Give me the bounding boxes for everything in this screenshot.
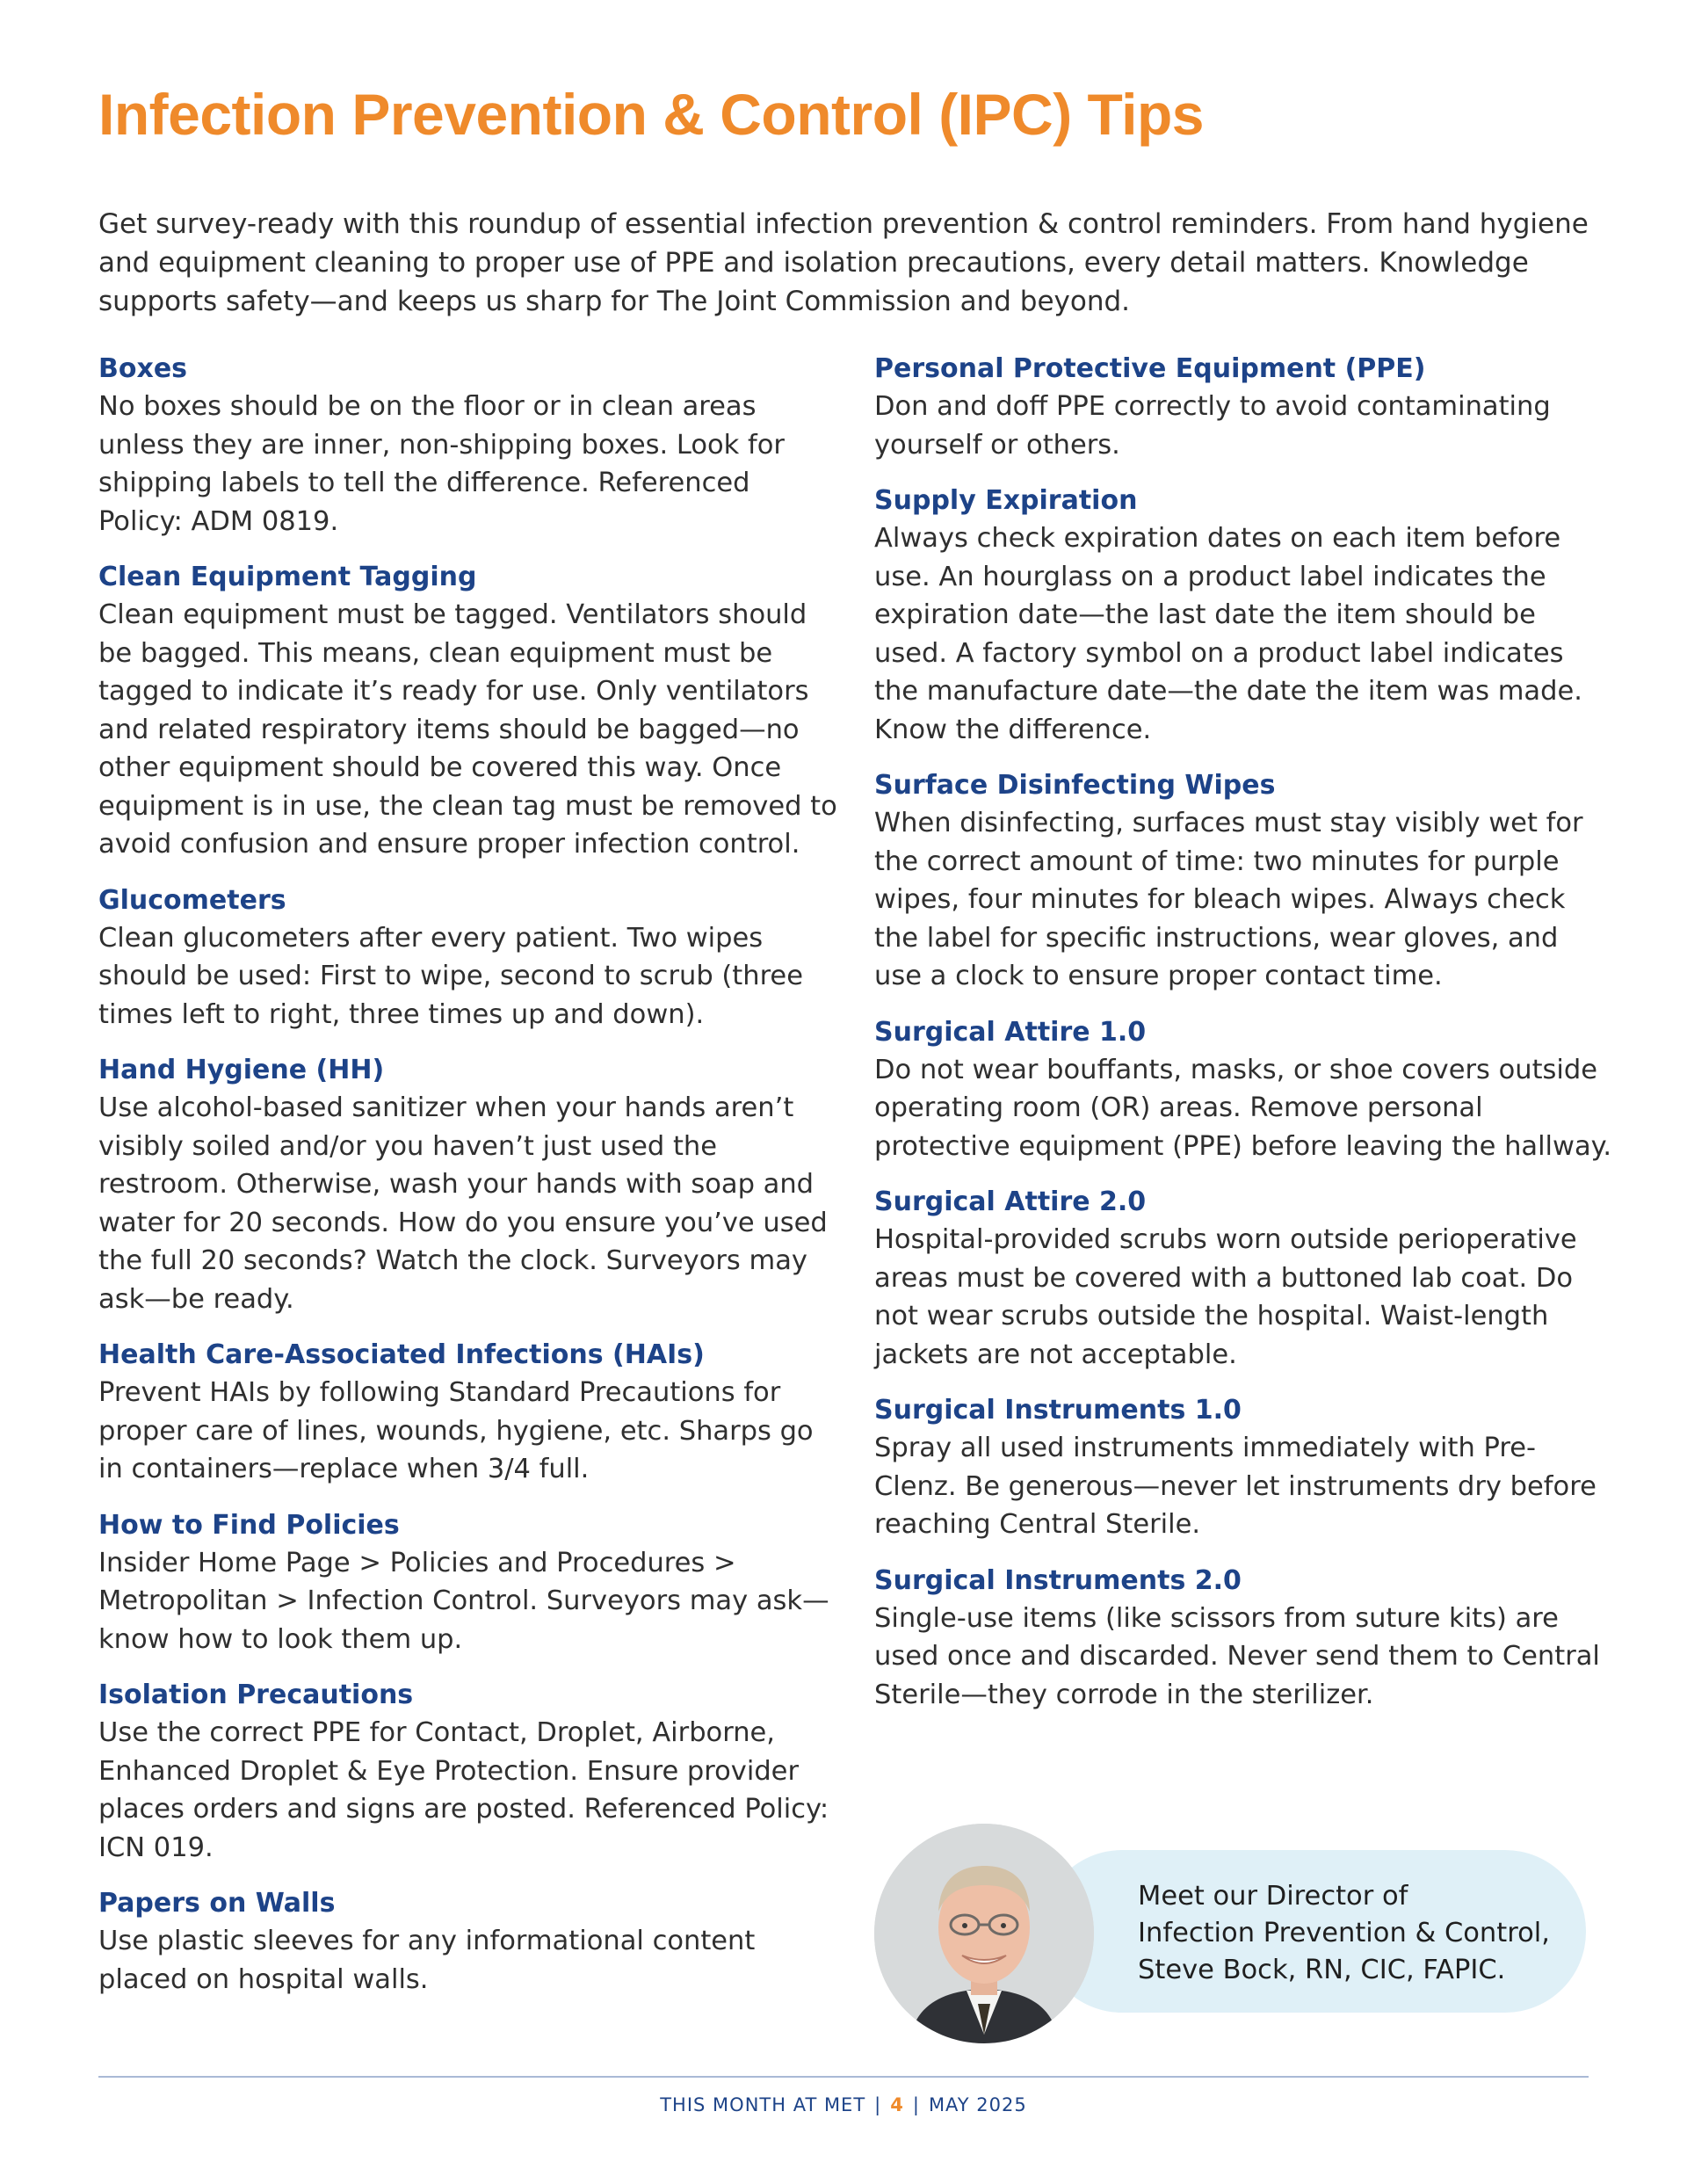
- tip-body: Use plastic sleeves for any informational content placed on hospital walls.: [98, 1926, 756, 1995]
- tip-surgical-instruments-2: [874, 1562, 1612, 1715]
- tip-heading: Surgical Attire 2.0: [874, 1186, 1147, 1217]
- left-column: [98, 350, 841, 2016]
- tip-how-to-find-policies: [98, 1506, 841, 1659]
- tip-body: Do not wear bouffants, masks, or shoe covers outside operating room (OR) areas. Remove personal protective equipment (PPE) before leaving the hallway.: [874, 1054, 1612, 1162]
- tip-heading: How to Find Policies: [98, 1509, 400, 1541]
- page-footer: [0, 2092, 1687, 2118]
- tip-heading: Clean Equipment Tagging: [98, 562, 477, 592]
- footer-date: MAY 2025: [928, 2094, 1027, 2115]
- footer-page-number: 4: [890, 2094, 904, 2115]
- tip-body: No boxes should be on the floor or in clean areas unless they are inner, non-shipping boxes. Look for shipping labels to tell the difference. Referenced Policy: ADM 0819.: [98, 391, 785, 537]
- footer-separator: |: [874, 2094, 882, 2115]
- tip-body: Clean equipment must be tagged. Ventilators should be bagged. This means, clean equipment must be tagged to indicate it’s ready for use. Only ventilators and related respiratory items should be bagged—no other equipment should be covered this way. Once equipment is in use, the clean tag must be removed to avoid confusion and ensure proper infection control.: [98, 599, 837, 860]
- director-intro: [1138, 1878, 1577, 1989]
- tip-body: Spray all used instruments immediately with Pre-Clenz. Be generous—never let instruments dry before reaching Central Sterile.: [874, 1433, 1596, 1540]
- tip-body: Prevent HAIs by following Standard Precautions for proper care of lines, wounds, hygiene, etc. Sharps go in containers—replace when 3/4 full.: [98, 1377, 814, 1484]
- tip-papers-on-walls: [98, 1884, 841, 1999]
- tip-boxes: [98, 350, 841, 541]
- page-title: Infection Prevention & Control (IPC) Tips: [98, 82, 1204, 147]
- tip-glucometers: [98, 882, 841, 1034]
- tip-body: Always check expiration dates on each item before use. An hourglass on a product label indicates the expiration date—the last date the item should be used. A factory symbol on a product label indicates the manufacture date—the date the item was made. Know the difference.: [874, 523, 1582, 745]
- tip-body: Single-use items (like scissors from suture kits) are used once and discarded. Never send them to Central Sterile—they corrode in the sterilizer.: [874, 1602, 1600, 1710]
- tip-body: Hospital-provided scrubs worn outside perioperative areas must be covered with a buttoned lab coat. Do not wear scrubs outside the hospital. Waist-length jackets are not acceptable.: [874, 1224, 1577, 1370]
- tip-body: Insider Home Page > Policies and Procedures > Metropolitan > Infection Control. Surveyors may ask— know how to look them up.: [98, 1547, 829, 1655]
- tip-heading: Surgical Instruments 1.0: [874, 1395, 1242, 1426]
- tip-supply-expiration: [874, 482, 1612, 749]
- tip-heading: Surface Disinfecting Wipes: [874, 770, 1276, 801]
- tip-body: When disinfecting, surfaces must stay visibly wet for the correct amount of time: two minutes for purple wipes, four minutes for bleach wipes. Always check the label for specific instructions, wear gloves, and use a clock to ensure proper contact time.: [874, 808, 1583, 991]
- tip-ppe: [874, 350, 1612, 464]
- director-line-1: Meet our Director of: [1138, 1881, 1408, 1912]
- tip-surgical-attire-2: [874, 1183, 1612, 1374]
- tip-hais: [98, 1336, 841, 1489]
- director-line-3: Steve Bock, RN, CIC, FAPIC.: [1138, 1955, 1506, 1985]
- intro-paragraph: Get survey-ready with this roundup of essential infection prevention & control reminders. From hand hygiene and equipment cleaning to proper use of PPE and isolation precautions, every detail matters. Knowledge supports safety—and keeps us sharp for The Joint Commission and beyond.: [98, 208, 1589, 317]
- tip-surface-disinfecting-wipes: [874, 766, 1612, 996]
- footer-publication: THIS MONTH AT MET: [660, 2094, 866, 2115]
- tip-body: Clean glucometers after every patient. Two wipes should be used: First to wipe, second to scrub (three times left to right, three times up and down).: [98, 922, 803, 1030]
- tip-heading: Papers on Walls: [98, 1888, 336, 1919]
- footer-divider: [98, 2076, 1589, 2078]
- director-line-2: Infection Prevention & Control,: [1138, 1918, 1550, 1948]
- tip-heading: Glucometers: [98, 884, 286, 916]
- tip-heading: Surgical Attire 1.0: [874, 1016, 1147, 1048]
- right-column: [874, 350, 1612, 1731]
- portrait-illustration: [874, 1824, 1094, 2043]
- tip-heading: Boxes: [98, 353, 188, 384]
- tip-body: Use alcohol-based sanitizer when your hands aren’t visibly soiled and/or you haven’t just used the restroom. Otherwise, wash your hands with soap and water for 20 seconds. How do you ensure you’ve used the full 20 seconds? Watch the clock. Surveyors may ask—be ready.: [98, 1092, 828, 1315]
- tip-body: Use the correct PPE for Contact, Droplet, Airborne, Enhanced Droplet & Eye Protection. Ensure provider places orders and signs are posted. Referenced Policy: ICN 019.: [98, 1717, 829, 1863]
- tip-body: Don and doff PPE correctly to avoid contaminating yourself or others.: [874, 391, 1551, 461]
- footer-separator: |: [912, 2094, 920, 2115]
- tip-heading: Health Care-Associated Infections (HAIs): [98, 1339, 705, 1370]
- director-callout: [874, 1824, 1586, 2043]
- tip-heading: Surgical Instruments 2.0: [874, 1564, 1242, 1596]
- tip-isolation-precautions: [98, 1676, 841, 1867]
- director-portrait: [874, 1824, 1094, 2043]
- tip-surgical-instruments-1: [874, 1391, 1612, 1544]
- tip-hand-hygiene: [98, 1051, 841, 1318]
- tip-surgical-attire-1: [874, 1013, 1612, 1166]
- tip-heading: Isolation Precautions: [98, 1680, 414, 1710]
- tip-heading: Personal Protective Equipment (PPE): [874, 353, 1426, 384]
- tip-clean-equipment-tagging: [98, 558, 841, 864]
- tip-heading: Supply Expiration: [874, 485, 1138, 516]
- tip-heading: Hand Hygiene (HH): [98, 1055, 385, 1085]
